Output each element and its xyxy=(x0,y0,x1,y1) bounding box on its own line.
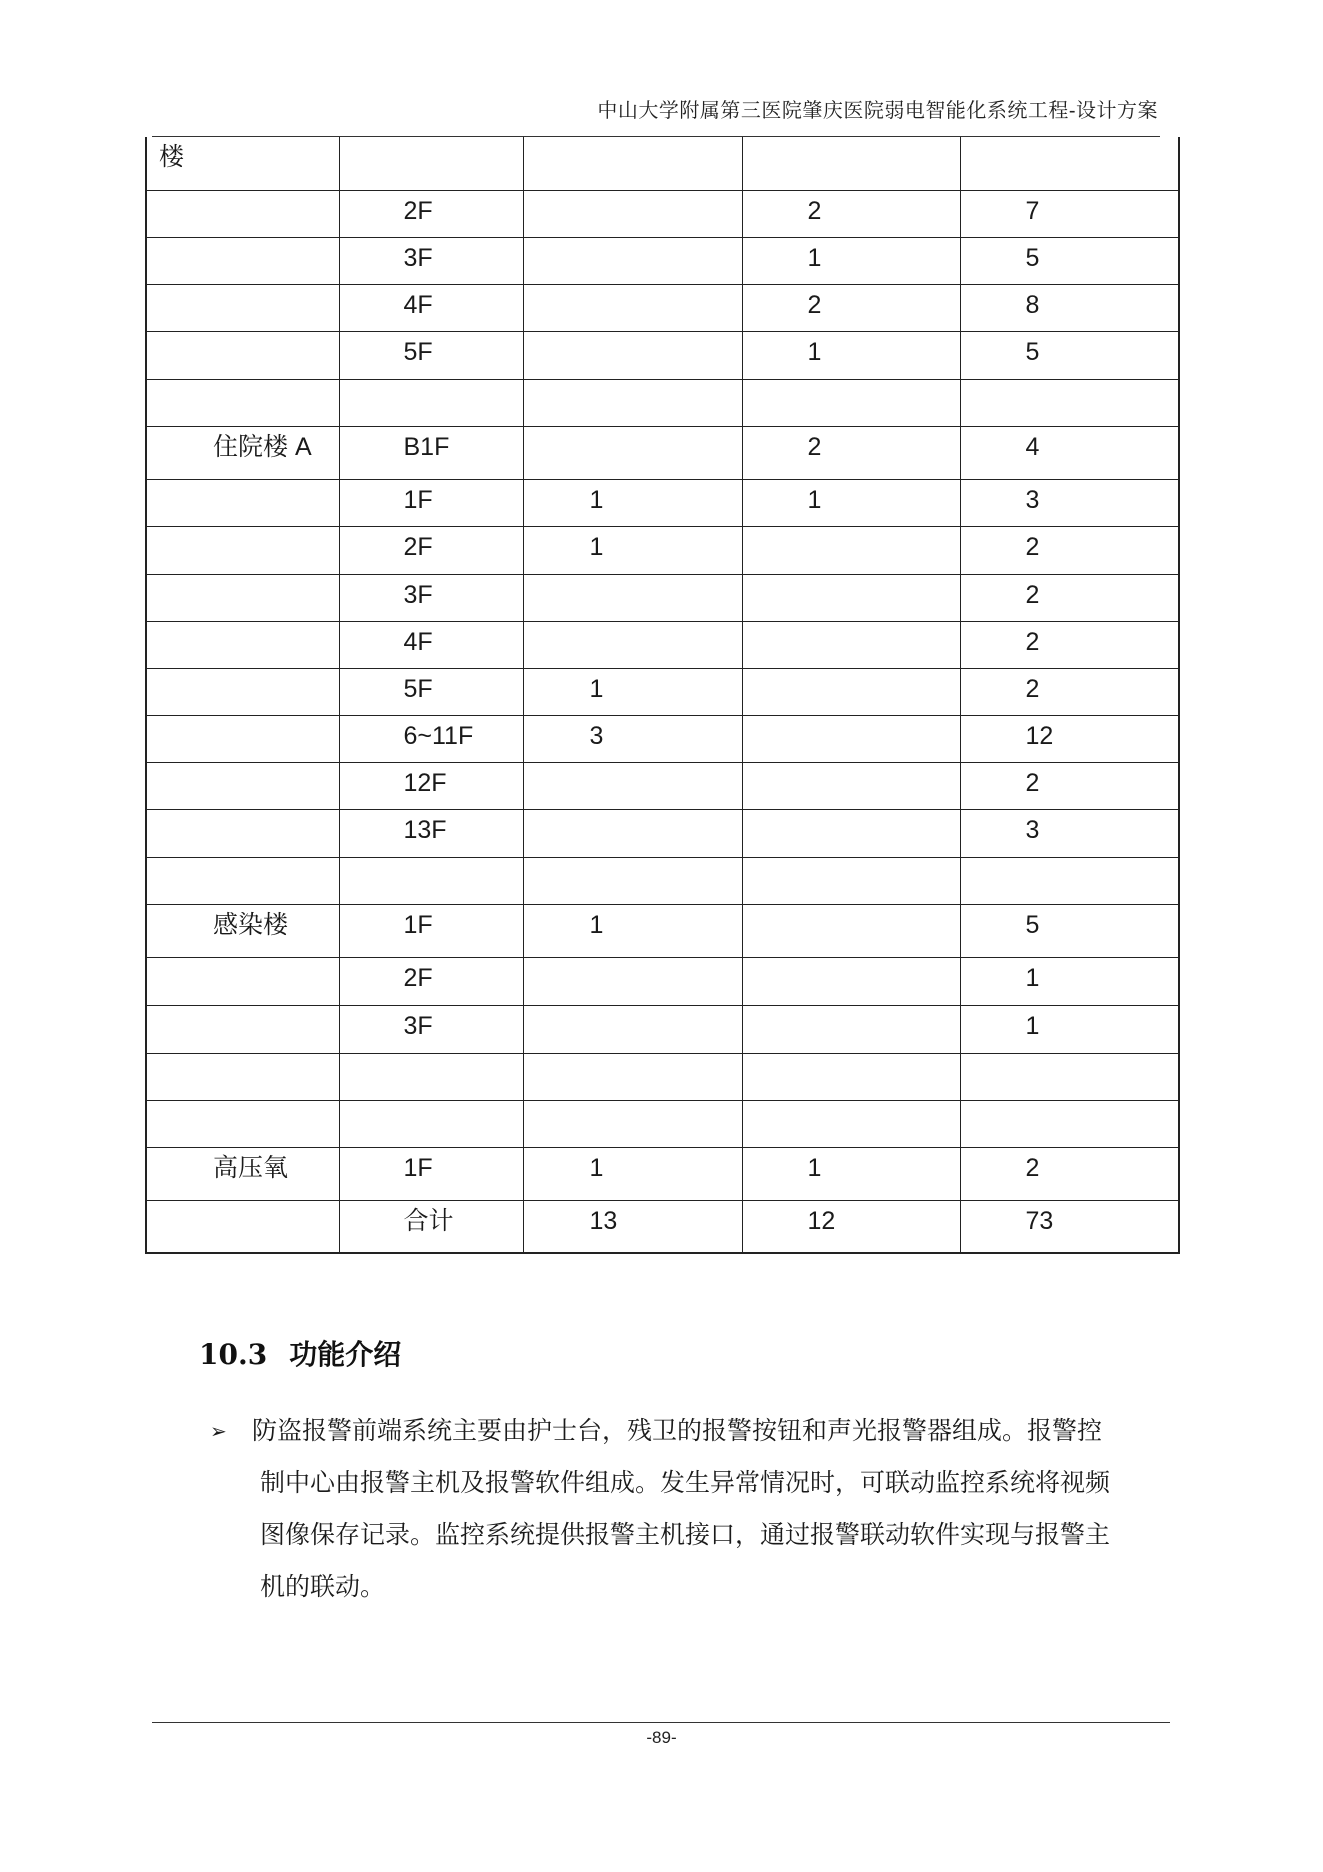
footer-divider xyxy=(152,1722,1170,1723)
count-cell xyxy=(523,284,742,331)
floor-cell-text xyxy=(340,858,523,866)
count-cell-text xyxy=(743,763,960,771)
count-cell xyxy=(742,1100,960,1147)
count-cell-text: 1 xyxy=(807,337,822,366)
building-cell xyxy=(146,904,339,957)
building-cell-text xyxy=(147,622,339,630)
floor-cell-text xyxy=(340,1101,523,1109)
table-row xyxy=(146,809,1179,857)
count-cell-text: 1 xyxy=(589,910,604,939)
floor-cell-text: 2F xyxy=(403,532,433,561)
count-cell xyxy=(523,762,742,809)
count-cell xyxy=(960,284,1179,331)
count-cell xyxy=(523,190,742,237)
count-cell xyxy=(960,1200,1179,1253)
count-cell-text: 4 xyxy=(1025,432,1040,461)
count-cell-text: 2 xyxy=(1025,627,1040,656)
count-cell-text: 2 xyxy=(1025,532,1040,561)
count-cell xyxy=(523,715,742,762)
count-cell-text xyxy=(524,285,742,293)
table-row xyxy=(146,762,1179,809)
count-cell xyxy=(960,715,1179,762)
count-cell-text: 1 xyxy=(589,532,604,561)
count-cell-text: 1 xyxy=(589,674,604,703)
count-cell-text: 2 xyxy=(1025,768,1040,797)
table-row xyxy=(146,1200,1179,1253)
count-cell xyxy=(523,137,742,190)
building-cell xyxy=(146,331,339,379)
section-heading xyxy=(199,1333,401,1373)
count-cell xyxy=(523,331,742,379)
count-cell xyxy=(742,668,960,715)
table-row xyxy=(146,715,1179,762)
floor-cell-text xyxy=(340,380,523,388)
count-cell-text: 5 xyxy=(1025,910,1040,939)
count-cell xyxy=(960,957,1179,1005)
count-cell xyxy=(960,1005,1179,1053)
count-cell-text: 2 xyxy=(807,196,822,225)
count-cell xyxy=(742,426,960,479)
building-cell xyxy=(146,621,339,668)
floor-cell xyxy=(339,1100,523,1147)
floor-cell-text: 2F xyxy=(403,963,433,992)
building-cell-text xyxy=(147,669,339,677)
count-cell-text: 1 xyxy=(807,1153,822,1182)
count-cell xyxy=(742,1147,960,1200)
count-cell xyxy=(960,526,1179,574)
count-cell-text xyxy=(743,575,960,583)
table-row xyxy=(146,190,1179,237)
building-cell xyxy=(146,957,339,1005)
count-cell xyxy=(960,426,1179,479)
table-row xyxy=(146,668,1179,715)
floor-cell xyxy=(339,574,523,621)
building-cell-text xyxy=(147,238,339,246)
table-row xyxy=(146,621,1179,668)
table-row xyxy=(146,574,1179,621)
floor-cell xyxy=(339,237,523,284)
count-cell-text: 2 xyxy=(1025,1153,1040,1182)
building-cell xyxy=(146,526,339,574)
floor-cell xyxy=(339,957,523,1005)
paragraph-text xyxy=(252,1405,1170,1613)
building-cell-text xyxy=(147,763,339,771)
building-cell-text: 高压氧 xyxy=(213,1153,289,1182)
count-cell xyxy=(960,762,1179,809)
count-cell xyxy=(742,331,960,379)
building-cell xyxy=(146,190,339,237)
count-cell xyxy=(742,190,960,237)
floor-cell-text: 1F xyxy=(403,485,433,514)
count-cell-text xyxy=(524,427,742,435)
count-cell-text xyxy=(524,858,742,866)
count-cell xyxy=(742,904,960,957)
building-cell xyxy=(146,1200,339,1253)
count-cell xyxy=(960,190,1179,237)
building-cell xyxy=(146,762,339,809)
count-cell xyxy=(742,957,960,1005)
count-cell-text xyxy=(961,137,1179,145)
count-cell xyxy=(960,1147,1179,1200)
building-cell-text xyxy=(147,1054,339,1062)
count-cell xyxy=(523,668,742,715)
count-cell xyxy=(742,379,960,426)
floor-cell xyxy=(339,809,523,857)
count-cell-text: 1 xyxy=(589,1153,604,1182)
count-cell-text: 1 xyxy=(807,485,822,514)
floor-cell-text: B1F xyxy=(403,432,450,461)
floor-cell-text: 4F xyxy=(403,627,433,656)
count-cell-text: 12 xyxy=(807,1206,836,1235)
count-cell xyxy=(960,1053,1179,1100)
section-title: 功能介绍 xyxy=(289,1338,402,1371)
count-cell-text xyxy=(743,1054,960,1062)
count-cell-text xyxy=(743,716,960,724)
floor-cell-text: 5F xyxy=(403,337,433,366)
count-cell xyxy=(742,762,960,809)
count-cell-text: 1 xyxy=(807,243,822,272)
table-row xyxy=(146,1100,1179,1147)
floor-cell xyxy=(339,668,523,715)
building-cell xyxy=(146,137,339,190)
count-cell-text: 2 xyxy=(807,432,822,461)
table-row xyxy=(146,284,1179,331)
count-cell xyxy=(523,809,742,857)
count-cell xyxy=(742,137,960,190)
count-cell-text: 73 xyxy=(1025,1206,1054,1235)
count-cell-text: 12 xyxy=(1025,721,1054,750)
building-cell xyxy=(146,479,339,526)
count-cell-text: 3 xyxy=(1025,815,1040,844)
floor-cell xyxy=(339,1200,523,1253)
count-cell-text xyxy=(961,380,1179,388)
building-cell-text xyxy=(147,1101,339,1109)
floor-cell xyxy=(339,190,523,237)
count-cell-text xyxy=(743,958,960,966)
table-row xyxy=(146,426,1179,479)
paragraph-line: 图像保存记录。监控系统提供报警主机接口，通过报警联动软件实现与报警主 xyxy=(260,1520,1111,1549)
floor-cell-text: 13F xyxy=(403,815,447,844)
floor-cell xyxy=(339,621,523,668)
building-cell-text xyxy=(147,380,339,388)
count-cell xyxy=(523,479,742,526)
count-cell xyxy=(523,957,742,1005)
count-cell xyxy=(960,331,1179,379)
table-row xyxy=(146,526,1179,574)
floor-cell-text: 3F xyxy=(403,580,433,609)
count-cell xyxy=(523,237,742,284)
count-cell xyxy=(523,574,742,621)
table-row xyxy=(146,1053,1179,1100)
floor-cell xyxy=(339,1147,523,1200)
count-cell xyxy=(960,904,1179,957)
table-row xyxy=(146,331,1179,379)
count-cell-text xyxy=(524,958,742,966)
table-row xyxy=(146,857,1179,904)
count-cell-text xyxy=(524,191,742,199)
building-cell xyxy=(146,574,339,621)
count-cell xyxy=(523,379,742,426)
device-count-table xyxy=(145,137,1180,1254)
table-row xyxy=(146,904,1179,957)
count-cell-text xyxy=(524,238,742,246)
count-cell xyxy=(523,904,742,957)
building-cell xyxy=(146,1147,339,1200)
building-cell-text: 楼 xyxy=(159,143,185,171)
count-cell-text: 2 xyxy=(807,290,822,319)
count-cell-text: 1 xyxy=(589,485,604,514)
count-cell-text: 2 xyxy=(1025,580,1040,609)
paragraph-line: 制中心由报警主机及报警软件组成。发生异常情况时，可联动监控系统将视频 xyxy=(260,1468,1111,1497)
count-cell-text: 5 xyxy=(1025,337,1040,366)
count-cell xyxy=(742,479,960,526)
count-cell-text xyxy=(524,380,742,388)
building-cell-text xyxy=(147,858,339,866)
count-cell-text xyxy=(743,1101,960,1109)
floor-cell-text: 1F xyxy=(403,1153,433,1182)
building-cell-text xyxy=(147,716,339,724)
floor-cell-text: 4F xyxy=(403,290,433,319)
building-cell-text xyxy=(147,1006,339,1014)
count-cell-text xyxy=(961,1101,1179,1109)
floor-cell-text xyxy=(340,137,523,145)
count-cell-text xyxy=(743,810,960,818)
table-row xyxy=(146,379,1179,426)
count-cell xyxy=(960,574,1179,621)
count-cell-text: 8 xyxy=(1025,290,1040,319)
table-row xyxy=(146,479,1179,526)
table-row xyxy=(146,1005,1179,1053)
floor-cell xyxy=(339,762,523,809)
paragraph-line: 机的联动。 xyxy=(260,1572,386,1601)
count-cell xyxy=(742,1200,960,1253)
count-cell xyxy=(960,137,1179,190)
bullet-paragraph xyxy=(210,1405,1170,1613)
floor-cell xyxy=(339,284,523,331)
table-row xyxy=(146,957,1179,1005)
floor-cell xyxy=(339,1053,523,1100)
count-cell xyxy=(742,1053,960,1100)
floor-cell xyxy=(339,331,523,379)
count-cell xyxy=(742,284,960,331)
count-cell-text xyxy=(743,669,960,677)
building-cell xyxy=(146,1053,339,1100)
count-cell xyxy=(742,809,960,857)
count-cell-text xyxy=(524,332,742,340)
floor-cell xyxy=(339,904,523,957)
building-cell-text: 住院楼 A xyxy=(213,432,312,461)
floor-cell-text: 12F xyxy=(403,768,447,797)
count-cell xyxy=(960,809,1179,857)
count-cell xyxy=(960,379,1179,426)
count-cell-text xyxy=(743,527,960,535)
building-cell xyxy=(146,284,339,331)
count-cell xyxy=(960,1100,1179,1147)
building-cell xyxy=(146,1100,339,1147)
building-cell-text: 感染楼 xyxy=(213,910,289,939)
floor-cell-text: 1F xyxy=(403,910,433,939)
count-cell xyxy=(742,715,960,762)
building-cell xyxy=(146,237,339,284)
count-cell-text: 3 xyxy=(589,721,604,750)
arrow-bullet-icon: ➢ xyxy=(210,1419,227,1443)
floor-cell-text: 3F xyxy=(403,243,433,272)
building-cell-text xyxy=(147,480,339,488)
count-cell xyxy=(523,1147,742,1200)
building-cell-text xyxy=(147,285,339,293)
count-cell-text xyxy=(743,622,960,630)
building-cell-text xyxy=(147,810,339,818)
building-cell xyxy=(146,809,339,857)
count-cell xyxy=(523,1053,742,1100)
count-cell xyxy=(523,526,742,574)
count-cell-text xyxy=(743,137,960,145)
count-cell-text xyxy=(743,858,960,866)
count-cell xyxy=(742,237,960,284)
paragraph-line: 防盗报警前端系统主要由护士台，残卫的报警按钮和声光报警器组成。报警控 xyxy=(252,1416,1103,1445)
count-cell-text xyxy=(524,1054,742,1062)
count-cell-text: 2 xyxy=(1025,674,1040,703)
building-cell xyxy=(146,1005,339,1053)
count-cell-text: 1 xyxy=(1025,1011,1040,1040)
floor-cell xyxy=(339,1005,523,1053)
count-cell xyxy=(960,857,1179,904)
count-cell xyxy=(523,426,742,479)
count-cell xyxy=(742,857,960,904)
floor-cell-text xyxy=(340,1054,523,1062)
count-cell-text xyxy=(524,1101,742,1109)
floor-cell xyxy=(339,479,523,526)
count-cell xyxy=(523,857,742,904)
count-cell-text: 5 xyxy=(1025,243,1040,272)
count-cell xyxy=(523,1005,742,1053)
floor-cell-text: 6~11F xyxy=(403,721,474,750)
count-cell xyxy=(960,668,1179,715)
count-cell-text xyxy=(524,763,742,771)
building-cell-text xyxy=(147,332,339,340)
floor-cell xyxy=(339,137,523,190)
building-cell xyxy=(146,857,339,904)
building-cell xyxy=(146,379,339,426)
building-cell-text xyxy=(147,575,339,583)
count-cell xyxy=(742,621,960,668)
count-cell xyxy=(742,1005,960,1053)
building-cell xyxy=(146,426,339,479)
floor-cell-text: 3F xyxy=(403,1011,433,1040)
count-cell xyxy=(523,1100,742,1147)
count-cell-text xyxy=(524,137,742,145)
floor-cell xyxy=(339,526,523,574)
count-cell xyxy=(960,237,1179,284)
count-cell xyxy=(523,621,742,668)
floor-cell-text: 合计 xyxy=(403,1206,454,1235)
count-cell xyxy=(523,1200,742,1253)
floor-cell-text: 2F xyxy=(403,196,433,225)
count-cell xyxy=(960,479,1179,526)
count-cell-text: 1 xyxy=(1025,963,1040,992)
count-cell-text xyxy=(524,575,742,583)
building-cell xyxy=(146,668,339,715)
count-cell xyxy=(742,526,960,574)
count-cell-text xyxy=(524,1006,742,1014)
count-cell-text xyxy=(961,1054,1179,1062)
count-cell-text xyxy=(743,380,960,388)
section-number: 10.3 xyxy=(199,1338,268,1371)
count-cell-text: 3 xyxy=(1025,485,1040,514)
count-cell-text xyxy=(743,905,960,913)
building-cell xyxy=(146,715,339,762)
building-cell-text xyxy=(147,1201,339,1209)
table-row xyxy=(146,237,1179,284)
page-number: -89- xyxy=(646,1728,677,1747)
count-cell-text: 13 xyxy=(589,1206,618,1235)
count-cell-text xyxy=(743,1006,960,1014)
floor-cell xyxy=(339,426,523,479)
building-cell-text xyxy=(147,958,339,966)
building-cell-text xyxy=(147,191,339,199)
count-cell-text: 7 xyxy=(1025,196,1040,225)
floor-cell-text: 5F xyxy=(403,674,433,703)
count-cell-text xyxy=(961,858,1179,866)
building-cell-text xyxy=(147,527,339,535)
count-cell-text xyxy=(524,810,742,818)
floor-cell xyxy=(339,715,523,762)
floor-cell xyxy=(339,379,523,426)
table-row xyxy=(146,137,1179,190)
count-cell xyxy=(742,574,960,621)
count-cell-text xyxy=(524,622,742,630)
table-row xyxy=(146,1147,1179,1200)
count-cell xyxy=(960,621,1179,668)
document-header-title: 中山大学附属第三医院肇庆医院弱电智能化系统工程-设计方案 xyxy=(597,100,1158,122)
floor-cell xyxy=(339,857,523,904)
